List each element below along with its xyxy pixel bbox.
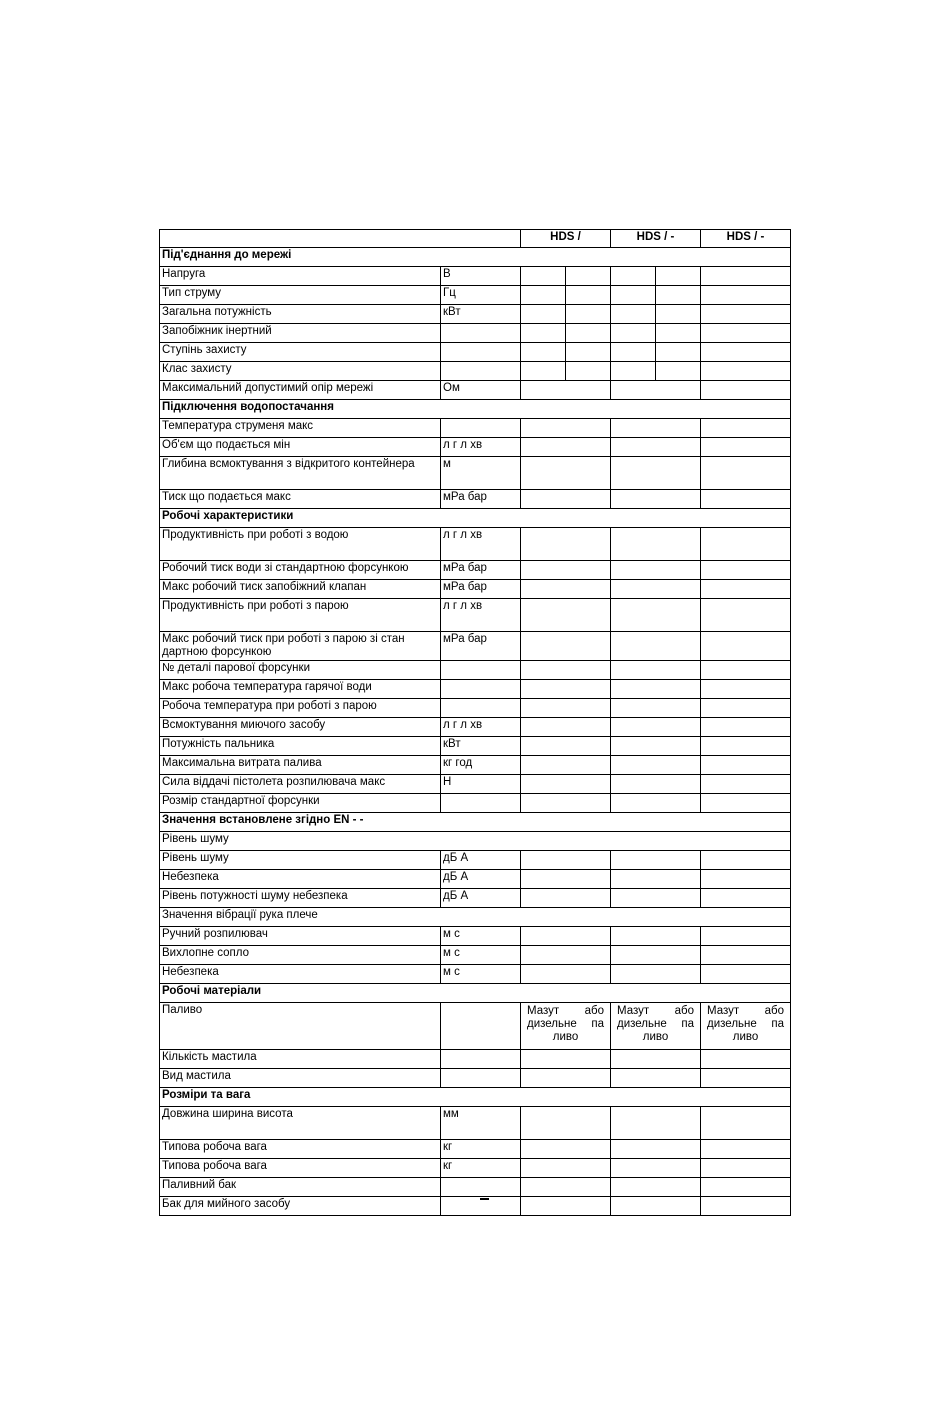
header-blank-cell	[160, 230, 521, 248]
value-cell	[521, 794, 611, 813]
table-row	[160, 267, 791, 286]
table-row	[160, 490, 791, 509]
row-label: Клас захисту	[160, 362, 441, 381]
value-cell	[611, 794, 701, 813]
table-row	[160, 1003, 791, 1050]
row-unit	[441, 1050, 521, 1069]
section-heading: Підключення водопостачання	[160, 400, 791, 419]
fuel-value-cell: Мазут або дизельне па ливо	[611, 1003, 701, 1050]
row-unit: Гц	[441, 286, 521, 305]
row-unit: В	[441, 267, 521, 286]
table-row	[160, 794, 791, 813]
value-cell	[701, 381, 791, 400]
value-cell	[701, 286, 791, 305]
row-label: Бак для мийного засобу	[160, 1197, 441, 1216]
value-cell	[521, 1159, 611, 1178]
table-row	[160, 718, 791, 737]
value-cell	[701, 438, 791, 457]
table-row	[160, 632, 791, 661]
table-row	[160, 1069, 791, 1088]
value-cell	[701, 1197, 791, 1216]
row-label: Вид мастила	[160, 1069, 441, 1088]
table-row	[160, 756, 791, 775]
value-cell	[521, 599, 611, 632]
value-cell	[701, 851, 791, 870]
row-unit: л г л хв	[441, 599, 521, 632]
fuel-value-cell: Мазут або дизельне па ливо	[701, 1003, 791, 1050]
value-cell	[656, 343, 701, 362]
value-cell	[611, 1197, 701, 1216]
section-heading: Під'єднання до мережі	[160, 248, 791, 267]
row-label: Напруга	[160, 267, 441, 286]
value-cell	[521, 851, 611, 870]
value-cell	[521, 528, 611, 561]
value-cell	[611, 1069, 701, 1088]
table-row	[160, 286, 791, 305]
value-cell	[521, 561, 611, 580]
row-label: Продуктивність при роботі з парою	[160, 599, 441, 632]
table-row	[160, 1050, 791, 1069]
value-cell	[611, 851, 701, 870]
value-cell	[611, 632, 701, 661]
section-heading: Значення встановлене згідно EN - -	[160, 813, 791, 832]
value-cell	[521, 419, 611, 438]
value-cell	[521, 661, 611, 680]
value-cell	[701, 946, 791, 965]
value-cell	[521, 756, 611, 775]
value-cell	[566, 343, 611, 362]
table-row	[160, 1178, 791, 1197]
value-cell	[521, 1107, 611, 1140]
row-unit: м с	[441, 927, 521, 946]
value-cell	[611, 680, 701, 699]
row-unit: м	[441, 457, 521, 490]
table-row	[160, 851, 791, 870]
table-row	[160, 509, 791, 528]
value-cell	[566, 362, 611, 381]
value-cell	[521, 457, 611, 490]
value-cell	[611, 343, 656, 362]
row-unit: л г л хв	[441, 438, 521, 457]
value-cell	[521, 1050, 611, 1069]
value-cell	[521, 680, 611, 699]
value-cell	[701, 528, 791, 561]
value-cell	[611, 457, 701, 490]
section-heading: Робочі характеристики	[160, 509, 791, 528]
table-row	[160, 248, 791, 267]
row-unit: дБ А	[441, 889, 521, 908]
table-row	[160, 1159, 791, 1178]
table-header-row	[160, 230, 791, 248]
table-row	[160, 1140, 791, 1159]
value-cell	[521, 286, 566, 305]
value-cell	[656, 305, 701, 324]
table-row	[160, 737, 791, 756]
row-unit: мРа бар	[441, 561, 521, 580]
row-unit	[441, 1069, 521, 1088]
row-unit	[441, 1003, 521, 1050]
row-unit	[441, 362, 521, 381]
value-cell	[611, 927, 701, 946]
value-cell	[701, 343, 791, 362]
value-cell	[521, 1069, 611, 1088]
value-cell	[701, 599, 791, 632]
row-unit: кг	[441, 1140, 521, 1159]
row-label: Робочий тиск води зі стандартною форсункою	[160, 561, 441, 580]
table-row	[160, 775, 791, 794]
value-cell	[611, 1050, 701, 1069]
table-row	[160, 1197, 791, 1216]
row-label: Температура струменя макс	[160, 419, 441, 438]
row-unit: кВт	[441, 305, 521, 324]
value-cell	[521, 324, 566, 343]
value-cell	[611, 528, 701, 561]
value-cell	[521, 737, 611, 756]
table-row	[160, 438, 791, 457]
row-unit	[441, 1178, 521, 1197]
value-cell	[701, 490, 791, 509]
section-heading: Розміри та вага	[160, 1088, 791, 1107]
value-cell	[521, 267, 566, 286]
value-cell	[701, 661, 791, 680]
value-cell	[611, 965, 701, 984]
row-label: Тип струму	[160, 286, 441, 305]
row-unit: м с	[441, 946, 521, 965]
table-row	[160, 400, 791, 419]
value-cell	[521, 775, 611, 794]
value-cell	[701, 889, 791, 908]
value-cell	[611, 946, 701, 965]
value-cell	[701, 1159, 791, 1178]
row-label: Рівень потужності шуму небезпека	[160, 889, 441, 908]
table-row	[160, 870, 791, 889]
row-unit	[441, 324, 521, 343]
value-cell	[521, 305, 566, 324]
value-cell	[611, 699, 701, 718]
row-unit: кВт	[441, 737, 521, 756]
table-row	[160, 528, 791, 561]
row-label: Продуктивність при роботі з водою	[160, 528, 441, 561]
value-cell	[566, 267, 611, 286]
column-header: HDS /	[521, 230, 611, 248]
value-cell	[521, 381, 611, 400]
page-number-dash	[480, 1198, 489, 1200]
value-cell	[611, 561, 701, 580]
table-row	[160, 965, 791, 984]
row-label: Макс робочий тиск при роботі з парою зі стан дартною форсункою	[160, 632, 441, 661]
row-label: Тиск що подається макс	[160, 490, 441, 509]
value-cell	[701, 699, 791, 718]
row-label: Всмоктування миючого засобу	[160, 718, 441, 737]
row-unit: мРа бар	[441, 632, 521, 661]
value-cell	[701, 737, 791, 756]
row-label: Паливний бак	[160, 1178, 441, 1197]
value-cell	[611, 661, 701, 680]
row-unit: дБ А	[441, 870, 521, 889]
row-label: Типова робоча вага	[160, 1140, 441, 1159]
value-cell	[566, 305, 611, 324]
value-cell	[701, 1050, 791, 1069]
value-cell	[701, 362, 791, 381]
value-cell	[701, 305, 791, 324]
value-cell	[611, 718, 701, 737]
value-cell	[521, 1178, 611, 1197]
row-label: Макс робоча температура гарячої води	[160, 680, 441, 699]
table-row	[160, 680, 791, 699]
row-unit: м с	[441, 965, 521, 984]
table-row	[160, 832, 791, 851]
table-row	[160, 343, 791, 362]
row-label: Типова робоча вага	[160, 1159, 441, 1178]
row-unit: Ом	[441, 381, 521, 400]
value-cell	[701, 927, 791, 946]
value-cell	[566, 286, 611, 305]
value-cell	[701, 1178, 791, 1197]
value-cell	[521, 490, 611, 509]
row-unit	[441, 419, 521, 438]
value-cell	[521, 343, 566, 362]
value-cell	[701, 457, 791, 490]
value-cell	[701, 965, 791, 984]
row-label: Запобіжник інертний	[160, 324, 441, 343]
value-cell	[521, 870, 611, 889]
table-row	[160, 324, 791, 343]
value-cell	[611, 1178, 701, 1197]
value-cell	[611, 324, 656, 343]
table-row	[160, 661, 791, 680]
row-label: № деталі парової форсунки	[160, 661, 441, 680]
value-cell	[611, 305, 656, 324]
value-cell	[701, 870, 791, 889]
value-cell	[611, 1159, 701, 1178]
value-cell	[701, 775, 791, 794]
row-label: Потужність пальника	[160, 737, 441, 756]
row-label: Максимальний допустимий опір мережі	[160, 381, 441, 400]
table-row	[160, 984, 791, 1003]
spec-table	[159, 229, 791, 1216]
row-label: Робоча температура при роботі з парою	[160, 699, 441, 718]
value-cell	[701, 580, 791, 599]
value-cell	[701, 1107, 791, 1140]
row-label: Паливо	[160, 1003, 441, 1050]
table-row	[160, 561, 791, 580]
value-cell	[701, 718, 791, 737]
row-label: Вихлопне сопло	[160, 946, 441, 965]
subsection-label: Рівень шуму	[160, 832, 791, 851]
row-label: Кількість мастила	[160, 1050, 441, 1069]
table-row	[160, 362, 791, 381]
row-unit: мРа бар	[441, 580, 521, 599]
table-row	[160, 699, 791, 718]
table-row	[160, 381, 791, 400]
value-cell	[701, 1069, 791, 1088]
value-cell	[656, 267, 701, 286]
value-cell	[611, 1107, 701, 1140]
table-row	[160, 1107, 791, 1140]
value-cell	[521, 438, 611, 457]
value-cell	[701, 267, 791, 286]
table-row	[160, 457, 791, 490]
value-cell	[611, 870, 701, 889]
value-cell	[521, 580, 611, 599]
value-cell	[656, 286, 701, 305]
value-cell	[521, 946, 611, 965]
value-cell	[521, 362, 566, 381]
value-cell	[611, 490, 701, 509]
row-label: Рівень шуму	[160, 851, 441, 870]
row-label: Глибина всмоктування з відкритого контейнера	[160, 457, 441, 490]
fuel-value-cell: Мазут або дизельне па ливо	[521, 1003, 611, 1050]
row-unit: дБ А	[441, 851, 521, 870]
value-cell	[656, 362, 701, 381]
row-label: Максимальна витрата палива	[160, 756, 441, 775]
row-unit: мм	[441, 1107, 521, 1140]
row-label: Небезпека	[160, 870, 441, 889]
value-cell	[611, 580, 701, 599]
row-label: Ступінь захисту	[160, 343, 441, 362]
value-cell	[521, 1197, 611, 1216]
value-cell	[611, 1140, 701, 1159]
row-unit: Н	[441, 775, 521, 794]
row-label: Небезпека	[160, 965, 441, 984]
table-row	[160, 305, 791, 324]
value-cell	[521, 1140, 611, 1159]
row-unit	[441, 680, 521, 699]
row-unit	[441, 794, 521, 813]
value-cell	[611, 775, 701, 794]
row-label: Розмір стандартної форсунки	[160, 794, 441, 813]
table-row	[160, 927, 791, 946]
value-cell	[521, 699, 611, 718]
row-unit	[441, 699, 521, 718]
row-label: Довжина ширина висота	[160, 1107, 441, 1140]
value-cell	[701, 1140, 791, 1159]
table-row	[160, 946, 791, 965]
table-row	[160, 599, 791, 632]
value-cell	[701, 680, 791, 699]
value-cell	[611, 419, 701, 438]
spec-table-body	[160, 230, 791, 1216]
row-unit	[441, 661, 521, 680]
row-label: Ручний розпилювач	[160, 927, 441, 946]
value-cell	[611, 286, 656, 305]
table-row	[160, 580, 791, 599]
value-cell	[521, 889, 611, 908]
value-cell	[611, 889, 701, 908]
value-cell	[611, 737, 701, 756]
table-row	[160, 813, 791, 832]
row-unit: кг год	[441, 756, 521, 775]
value-cell	[611, 438, 701, 457]
value-cell	[611, 267, 656, 286]
value-cell	[701, 324, 791, 343]
column-header: HDS / -	[611, 230, 701, 248]
row-label: Загальна потужність	[160, 305, 441, 324]
section-heading: Робочі матеріали	[160, 984, 791, 1003]
value-cell	[566, 324, 611, 343]
value-cell	[611, 756, 701, 775]
row-unit: кг	[441, 1159, 521, 1178]
column-header: HDS / -	[701, 230, 791, 248]
value-cell	[701, 561, 791, 580]
value-cell	[701, 794, 791, 813]
value-cell	[521, 965, 611, 984]
table-row	[160, 419, 791, 438]
table-row	[160, 1088, 791, 1107]
value-cell	[701, 632, 791, 661]
value-cell	[656, 324, 701, 343]
row-unit	[441, 343, 521, 362]
row-label: Сила віддачі пістолета розпилювача макс	[160, 775, 441, 794]
row-unit: л г л хв	[441, 528, 521, 561]
row-label: Об'єм що подається мін	[160, 438, 441, 457]
row-label: Макс робочий тиск запобіжний клапан	[160, 580, 441, 599]
value-cell	[521, 718, 611, 737]
value-cell	[701, 419, 791, 438]
value-cell	[701, 756, 791, 775]
subsection-label: Значення вібрації рука плече	[160, 908, 791, 927]
value-cell	[611, 599, 701, 632]
table-row	[160, 889, 791, 908]
row-unit: л г л хв	[441, 718, 521, 737]
value-cell	[611, 381, 701, 400]
table-row	[160, 908, 791, 927]
value-cell	[521, 927, 611, 946]
value-cell	[521, 632, 611, 661]
row-unit: мРа бар	[441, 490, 521, 509]
value-cell	[611, 362, 656, 381]
